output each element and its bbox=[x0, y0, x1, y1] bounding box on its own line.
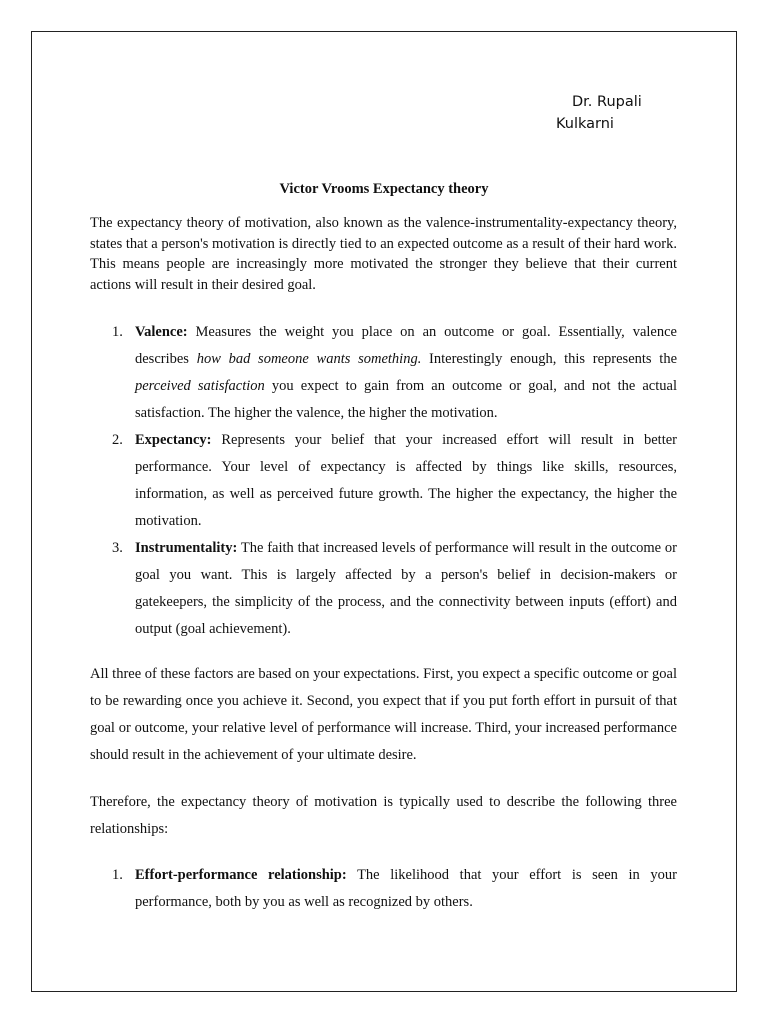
list-number: 3. bbox=[112, 540, 123, 556]
expectancy-factors-list bbox=[90, 319, 677, 643]
relationships-list bbox=[90, 862, 677, 916]
item-text: Measures the weight you place on an outcome or goal. Essentially, valence describes bbox=[135, 324, 677, 367]
list-item-valence bbox=[90, 319, 677, 427]
document-title: Victor Vrooms Expectancy theory bbox=[279, 181, 489, 197]
list-number: 1. bbox=[112, 324, 123, 340]
list-item-instrumentality bbox=[90, 535, 677, 643]
term-label: Instrumentality: bbox=[135, 540, 238, 556]
item-text: Interestingly enough, this represents the bbox=[421, 351, 678, 367]
summary-paragraph: All three of these factors are based on your expectations. First, you expect a specific outcome or goal to be rewarding once you achieve it. Second, you expect that if you put forth effort in pursuit of that goal or outcome, your relative level of performance will increase. Third, your increased performance should result in the achievement of your ultimate desire. bbox=[90, 666, 677, 763]
emphasis-text: perceived satisfaction bbox=[135, 378, 265, 394]
author-line-2: Kulkarni bbox=[556, 116, 614, 132]
list-number: 2. bbox=[112, 432, 123, 448]
item-text: The faith that increased levels of performance will result in the outcome or goal you want. This is largely affected by a person's belief in decision-makers or gatekeepers, the simplicity of the process, and the connectivity between inputs (effort) and output (goal achievement). bbox=[135, 540, 677, 637]
list-item-effort-performance bbox=[90, 862, 677, 916]
list-item-expectancy bbox=[90, 427, 677, 535]
term-label: Expectancy: bbox=[135, 432, 212, 448]
author-name bbox=[556, 91, 666, 135]
relationships-intro-paragraph: Therefore, the expectancy theory of motivation is typically used to describe the following three relationships: bbox=[90, 794, 677, 837]
author-line-1: Dr. Rupali bbox=[572, 94, 642, 110]
item-text: Represents your belief that your increased effort will result in better performance. Your level of expectancy is affected by things like skills, resources, information, as well as perceived future growth. The higher the expectancy, the higher the motivation. bbox=[135, 432, 677, 529]
list-number: 1. bbox=[112, 867, 123, 883]
item-text: you expect to gain from an outcome or goal, and not the actual satisfaction. The higher the valence, the higher the motivation. bbox=[135, 378, 677, 421]
emphasis-text: how bad someone wants something. bbox=[196, 351, 422, 367]
term-label: Valence: bbox=[135, 324, 188, 340]
intro-paragraph: The expectancy theory of motivation, also known as the valence-instrumentality-expectancy theory, states that a person's motivation is directly tied to an expected outcome as a result of their hard work. This means people are increasingly more motivated the stronger they believe that their current actions will result in their desired goal. bbox=[90, 215, 677, 294]
term-label: Effort-performance relationship: bbox=[135, 867, 347, 883]
item-text: The likelihood that your effort is seen in your performance, both by you as well as recognized by others. bbox=[135, 867, 677, 910]
